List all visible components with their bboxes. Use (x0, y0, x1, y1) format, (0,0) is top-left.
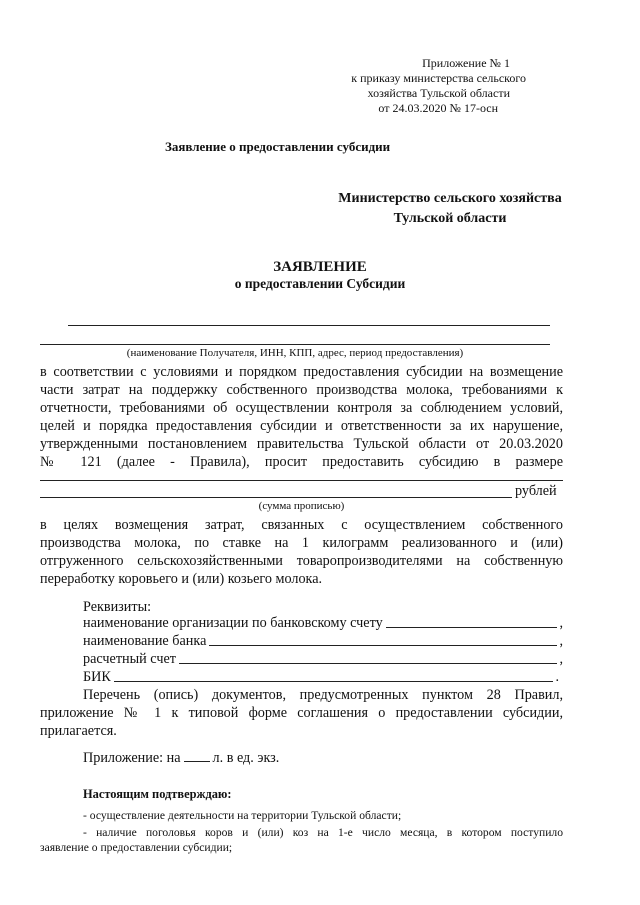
paragraph-3-line: приложение № 1 к типовой форме соглашения о предоставлении субсидии, (40, 705, 563, 721)
amount-currency: рублей (515, 483, 557, 499)
amount-caption: (сумма прописью) (258, 500, 345, 512)
requisite-org-label: наименование организации по банковскому счету (83, 615, 383, 631)
addressee-line-2: Тульской области (393, 211, 507, 226)
amount-line-2[interactable] (40, 497, 512, 498)
addressee-block (300, 189, 600, 229)
paragraph-2-line: отгруженного сельскохозяйственными товаропроизводителями на собственную (40, 553, 563, 569)
appendix-line-4: от 24.03.2020 № 17-осн (378, 101, 498, 115)
amount-line-1[interactable] (40, 480, 563, 481)
paragraph-1-line: отчетности, требованиями об осуществлении контроля за соблюдением условий, (40, 400, 563, 416)
requisite-bik-row (83, 668, 559, 686)
appendix-line-3: хозяйства Тульской области (367, 86, 510, 100)
attachment-suffix: л. в ед. экз. (212, 750, 280, 766)
addressee-line-1: Министерство сельского хозяйства (338, 191, 562, 206)
paragraph-2 (40, 516, 563, 588)
appendix-line-2: к приказу министерства сельского (351, 71, 526, 85)
requisite-bik-period: . (555, 669, 559, 685)
applicant-line-2[interactable] (40, 344, 550, 345)
paragraph-1-line: части затрат на поддержку собственного производства молока, требованиями к (40, 382, 563, 398)
requisites-title: Реквизиты: (83, 599, 152, 615)
paragraph-1-line: утвержденными постановлением правительства Тульской области от 20.03.2020 (40, 436, 563, 452)
attachment-line (83, 749, 279, 767)
document-subtitle: о предоставлении Субсидии (234, 276, 406, 291)
requisite-bank-label: наименование банка (83, 633, 207, 649)
requisite-bank-comma: , (559, 633, 563, 649)
applicant-caption: (наименование Получателя, ИНН, КПП, адрес, период предоставления) (126, 347, 464, 359)
requisite-org-input[interactable] (386, 627, 558, 628)
requisite-bank-input[interactable] (209, 645, 557, 646)
requisite-account-row (83, 650, 563, 668)
requisite-account-comma: , (559, 651, 563, 667)
confirm-item-1: - осуществление деятельности на территории Тульской области; (83, 809, 402, 822)
document-title: ЗАЯВЛЕНИЕ (273, 259, 367, 275)
paragraph-1-line: целей и порядка предоставления субсидии и ответственности за их нарушение, (40, 418, 563, 434)
confirm-item-2 (40, 825, 563, 855)
attachment-pages-input[interactable] (184, 749, 210, 762)
paragraph-1-line: в соответствии с условиями и порядком предоставления субсидии на возмещение (40, 364, 563, 380)
paragraph-3-line: Перечень (опись) документов, предусмотренных пунктом 28 Правил, (83, 687, 563, 703)
appendix-block (0, 56, 596, 116)
paragraph-1 (40, 363, 563, 471)
paragraph-3-line: прилагается. (40, 723, 117, 739)
paragraph-1-line: № 121 (далее - Правила), просит предоставить субсидию в размере (40, 454, 563, 470)
requisite-bik-input[interactable] (114, 681, 554, 682)
applicant-line-1[interactable] (68, 325, 550, 326)
requisite-org-row (83, 614, 563, 632)
requisite-account-input[interactable] (179, 663, 558, 664)
paragraph-3 (40, 686, 563, 740)
requisite-bank-row (83, 632, 563, 650)
requisite-bik-label: БИК (83, 669, 111, 685)
form-heading: Заявление о предоставлении субсидии (165, 139, 391, 154)
requisite-account-label: расчетный счет (83, 651, 176, 667)
paragraph-2-line: в целях возмещения затрат, связанных с осуществлением собственного (40, 517, 563, 533)
appendix-line-1: Приложение № 1 (422, 56, 510, 70)
confirm-item-2-line: заявление о предоставлении субсидии; (40, 841, 233, 854)
confirm-heading: Настоящим подтверждаю: (83, 787, 232, 801)
confirm-item-2-line: - наличие поголовья коров и (или) коз на 1-е число месяца, в котором поступило (83, 826, 563, 839)
attachment-prefix: Приложение: на (83, 750, 181, 766)
paragraph-2-line: производства молока, по ставке на 1 килограмм реализованного и (или) (40, 535, 563, 551)
requisite-org-comma: , (559, 615, 563, 631)
paragraph-2-line: переработку коровьего и (или) козьего молока. (40, 571, 323, 587)
